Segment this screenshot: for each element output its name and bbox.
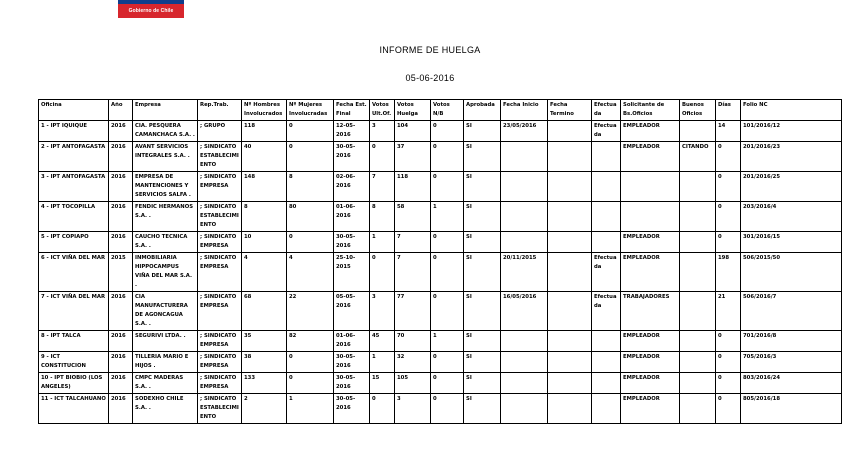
table-row	[39, 202, 842, 232]
table-cell: 201/2016/23	[741, 142, 842, 172]
table-cell: TRABAJADORES	[621, 292, 680, 331]
table-cell: 14	[716, 121, 741, 142]
table-cell: 0	[431, 292, 464, 331]
table-cell: 35	[242, 331, 287, 352]
table-cell: 0	[431, 253, 464, 292]
table-cell: 01-06-2016	[334, 202, 370, 232]
table-cell: 8	[242, 202, 287, 232]
strike-report-table	[38, 99, 842, 424]
table-cell: 2016	[109, 373, 133, 394]
table-cell: 2016	[109, 331, 133, 352]
table-cell: 0	[431, 373, 464, 394]
table-row	[39, 172, 842, 202]
table-cell: 2016	[109, 172, 133, 202]
table-cell	[501, 373, 548, 394]
table-cell	[548, 394, 592, 424]
table-cell: 25-10-2015	[334, 253, 370, 292]
table-cell: EMPLEADOR	[621, 352, 680, 373]
table-cell: CIA MANUFACTURERA DE AGONCAGUA S.A. .	[133, 292, 198, 331]
table-cell: 16/05/2016	[501, 292, 548, 331]
table-cell: 2016	[109, 232, 133, 253]
table-cell: 118	[242, 121, 287, 142]
table-cell: 10	[242, 232, 287, 253]
table-cell: 0	[716, 202, 741, 232]
report-title: INFORME DE HUELGA	[379, 45, 481, 55]
table-cell: 30-05-2016	[334, 352, 370, 373]
table-cell: 4	[242, 253, 287, 292]
table-cell: ; GRUPO	[198, 121, 242, 142]
table-cell: 2015	[109, 253, 133, 292]
table-cell	[548, 121, 592, 142]
table-cell: 0	[287, 121, 334, 142]
table-cell	[621, 172, 680, 202]
table-cell: 2016	[109, 121, 133, 142]
table-cell: ; SINDICATO ESTABLECIMIENTO	[198, 394, 242, 424]
table-cell: 2016	[109, 292, 133, 331]
table-cell: 15	[370, 373, 395, 394]
table-cell	[501, 232, 548, 253]
table-cell: 0	[431, 232, 464, 253]
table-row	[39, 142, 842, 172]
table-cell: EMPLEADOR	[621, 142, 680, 172]
column-header: Días	[716, 100, 741, 121]
table-cell	[592, 142, 621, 172]
table-cell: 1 - IPT IQUIQUE	[39, 121, 109, 142]
table-cell: 38	[242, 352, 287, 373]
table-cell: SI	[464, 394, 501, 424]
column-header: Folio NC	[741, 100, 842, 121]
table-cell: 301/2016/15	[741, 232, 842, 253]
table-cell	[680, 352, 716, 373]
table-cell: 05-05-2016	[334, 292, 370, 331]
column-header: Fecha Termino	[548, 100, 592, 121]
table-cell: 3	[370, 292, 395, 331]
table-cell: 8 - IPT TALCA	[39, 331, 109, 352]
table-cell: 6 - ICT VIÑA DEL MAR	[39, 253, 109, 292]
column-header: Rep.Trab.	[198, 100, 242, 121]
table-cell: 1	[431, 202, 464, 232]
table-cell: 104	[395, 121, 431, 142]
table-cell	[592, 394, 621, 424]
table-cell: SI	[464, 292, 501, 331]
table-cell: 21	[716, 292, 741, 331]
table-cell: 0	[287, 142, 334, 172]
table-cell: Efectuada	[592, 121, 621, 142]
table-cell: 1	[370, 352, 395, 373]
table-cell: 37	[395, 142, 431, 172]
table-cell	[501, 172, 548, 202]
table-cell	[501, 202, 548, 232]
table-cell	[680, 202, 716, 232]
table-cell: EMPLEADOR	[621, 253, 680, 292]
table-cell: 133	[242, 373, 287, 394]
table-cell: ; SINDICATO EMPRESA	[198, 352, 242, 373]
table-cell	[680, 232, 716, 253]
table-cell	[548, 202, 592, 232]
table-cell: 118	[395, 172, 431, 202]
table-cell: SI	[464, 232, 501, 253]
table-cell: 0	[431, 352, 464, 373]
table-cell: 0	[431, 121, 464, 142]
table-cell: 0	[370, 253, 395, 292]
table-cell	[592, 172, 621, 202]
table-cell: 68	[242, 292, 287, 331]
table-cell: 0	[716, 331, 741, 352]
column-header: Fecha Inicio	[501, 100, 548, 121]
gobierno-logo	[118, 0, 184, 18]
table-cell: 1	[287, 394, 334, 424]
table-cell: 0	[716, 394, 741, 424]
table-cell	[548, 352, 592, 373]
table-cell: 0	[431, 172, 464, 202]
table-body	[39, 121, 842, 424]
table-cell: EMPRESA DE MANTENCIONES Y SERVICIOS SALFA .	[133, 172, 198, 202]
table-cell: 0	[370, 142, 395, 172]
table-cell: 4 - IPT TOCOPILLA	[39, 202, 109, 232]
table-cell: 101/2016/12	[741, 121, 842, 142]
table-cell: 2 - IPT ANTOFAGASTA	[39, 142, 109, 172]
table-cell: 803/2016/24	[741, 373, 842, 394]
table-cell: ; SINDICATO ESTABLECIMIENTO	[198, 202, 242, 232]
table-cell: EMPLEADOR	[621, 121, 680, 142]
table-row	[39, 292, 842, 331]
column-header: Oficina	[39, 100, 109, 121]
table-cell	[501, 352, 548, 373]
table-cell	[592, 352, 621, 373]
table-cell: 58	[395, 202, 431, 232]
table-cell: SI	[464, 253, 501, 292]
table-cell: 705/2016/3	[741, 352, 842, 373]
column-header: Fecha Est. Final	[334, 100, 370, 121]
table-cell	[680, 373, 716, 394]
table-header-row	[39, 100, 842, 121]
table-cell: 0	[431, 142, 464, 172]
table-cell: ; SINDICATO EMPRESA	[198, 292, 242, 331]
table-cell: 2	[242, 394, 287, 424]
table-cell: 701/2016/8	[741, 331, 842, 352]
table-cell: 0	[716, 232, 741, 253]
table-cell: 30-05-2016	[334, 232, 370, 253]
table-cell: 506/2016/7	[741, 292, 842, 331]
table-cell: EMPLEADOR	[621, 331, 680, 352]
table-cell: 2016	[109, 352, 133, 373]
table-row	[39, 232, 842, 253]
table-cell: 506/2015/50	[741, 253, 842, 292]
table-cell: 1	[370, 232, 395, 253]
table-cell: EMPLEADOR	[621, 394, 680, 424]
table-cell: 0	[287, 373, 334, 394]
table-cell: 2016	[109, 202, 133, 232]
table-cell: INMOBILIARIA HIPPOCAMPUS VIÑA DEL MAR S.A. .	[133, 253, 198, 292]
table-cell: 0	[431, 394, 464, 424]
table-cell: 8	[370, 202, 395, 232]
table-cell: CITANDO	[680, 142, 716, 172]
table-cell: 30-05-2016	[334, 394, 370, 424]
table-cell: 203/2016/4	[741, 202, 842, 232]
column-header: Aprobada	[464, 100, 501, 121]
table-cell: 1	[431, 331, 464, 352]
table-cell	[548, 172, 592, 202]
table-cell: SEGURIVI LTDA. .	[133, 331, 198, 352]
table-cell: 30-05-2016	[334, 373, 370, 394]
column-header: Buenos Oficios	[680, 100, 716, 121]
table-cell: TILLERIA MARIO E HIJOS .	[133, 352, 198, 373]
table-cell: FENDIC HERMANOS S.A. .	[133, 202, 198, 232]
table-cell: 10 - IPT BIOBIO (LOS ANGELES)	[39, 373, 109, 394]
table-cell: 0	[716, 172, 741, 202]
table-cell: SI	[464, 373, 501, 394]
column-header: Efectuada	[592, 100, 621, 121]
table-cell	[680, 394, 716, 424]
table-row	[39, 331, 842, 352]
table-cell: 45	[370, 331, 395, 352]
table-cell: 148	[242, 172, 287, 202]
table-cell: ; SINDICATO EMPRESA	[198, 253, 242, 292]
table-cell: 198	[716, 253, 741, 292]
table-cell	[548, 373, 592, 394]
column-header: Votos N/B	[431, 100, 464, 121]
table-cell: 0	[716, 373, 741, 394]
table-cell	[548, 142, 592, 172]
column-header: Empresa	[133, 100, 198, 121]
table-cell: 0	[716, 142, 741, 172]
table-cell: 7	[395, 232, 431, 253]
column-header: Nº Mujeres Involucradas	[287, 100, 334, 121]
table-cell: 80	[287, 202, 334, 232]
table-cell: ; SINDICATO EMPRESA	[198, 331, 242, 352]
table-cell	[548, 331, 592, 352]
table-row	[39, 352, 842, 373]
column-header: Año	[109, 100, 133, 121]
table-cell	[592, 331, 621, 352]
table-cell: EMPLEADOR	[621, 373, 680, 394]
table-cell: AVANT SERVICIOS INTEGRALES S.A. .	[133, 142, 198, 172]
table-cell: 20/11/2015	[501, 253, 548, 292]
table-cell	[501, 331, 548, 352]
table-cell: 0	[370, 394, 395, 424]
table-cell	[548, 292, 592, 331]
column-header: Nº Hombres Involucrados	[242, 100, 287, 121]
table-cell	[501, 142, 548, 172]
table-cell: SI	[464, 142, 501, 172]
table-cell: SI	[464, 352, 501, 373]
table-cell: 9 - ICT CONSTITUCION	[39, 352, 109, 373]
table-cell: SI	[464, 121, 501, 142]
table-cell: 0	[287, 232, 334, 253]
table-cell: 105	[395, 373, 431, 394]
table-cell: CMPC MADERAS S.A. .	[133, 373, 198, 394]
table-cell: 40	[242, 142, 287, 172]
table-cell	[680, 331, 716, 352]
report-date: 05-06-2016	[405, 73, 455, 83]
table-cell: 01-06-2016	[334, 331, 370, 352]
table-cell	[548, 232, 592, 253]
table-cell	[592, 373, 621, 394]
table-cell: CIA. PESQUERA CAMANCHACA S.A. .	[133, 121, 198, 142]
table-cell: 3	[370, 121, 395, 142]
table-row	[39, 394, 842, 424]
table-cell: 8	[287, 172, 334, 202]
table-cell: 805/2016/18	[741, 394, 842, 424]
table-cell: 3 - IPT ANTOFAGASTA	[39, 172, 109, 202]
table-cell	[680, 172, 716, 202]
column-header: Solicitante de Bs.Oficios	[621, 100, 680, 121]
table-cell	[501, 394, 548, 424]
table-row	[39, 373, 842, 394]
table-cell: SI	[464, 331, 501, 352]
column-header: Votos Ult.Of.	[370, 100, 395, 121]
table-cell: 77	[395, 292, 431, 331]
table-cell: 7	[395, 253, 431, 292]
table-cell	[592, 202, 621, 232]
table-cell	[680, 292, 716, 331]
table-row	[39, 121, 842, 142]
table-cell	[548, 253, 592, 292]
table-row	[39, 253, 842, 292]
table-cell: CAUCHO TECNICA S.A. .	[133, 232, 198, 253]
table-cell: 23/05/2016	[501, 121, 548, 142]
table-cell: 22	[287, 292, 334, 331]
logo-text: Gobierno de Chile	[118, 4, 184, 18]
table-cell: 32	[395, 352, 431, 373]
table-cell	[680, 253, 716, 292]
table-cell: 82	[287, 331, 334, 352]
table-cell: 70	[395, 331, 431, 352]
table-cell: 3	[395, 394, 431, 424]
table-cell: 7	[370, 172, 395, 202]
table-cell: ; SINDICATO EMPRESA	[198, 373, 242, 394]
table-cell: ; SINDICATO EMPRESA	[198, 232, 242, 253]
table-cell: SI	[464, 202, 501, 232]
table-cell: 30-05-2016	[334, 142, 370, 172]
table-cell: SODEXHO CHILE S.A. .	[133, 394, 198, 424]
table-cell: ; SINDICATO EMPRESA	[198, 172, 242, 202]
table-cell: 4	[287, 253, 334, 292]
table-cell: 11 - ICT TALCAHUANO	[39, 394, 109, 424]
column-header: Votos Huelga	[395, 100, 431, 121]
table-cell: 201/2016/25	[741, 172, 842, 202]
table-cell: 5 - IPT COPIAPO	[39, 232, 109, 253]
table-cell: 0	[287, 352, 334, 373]
table-cell: SI	[464, 172, 501, 202]
table-cell: EMPLEADOR	[621, 232, 680, 253]
table-cell: 2016	[109, 394, 133, 424]
table-cell	[592, 232, 621, 253]
table-cell: Efectuada	[592, 253, 621, 292]
table-cell: ; SINDICATO ESTABLECIMIENTO	[198, 142, 242, 172]
table-cell: 0	[716, 352, 741, 373]
table-cell	[680, 121, 716, 142]
table-cell: 02-06-2016	[334, 172, 370, 202]
table-cell: 12-05-2016	[334, 121, 370, 142]
table-cell	[621, 202, 680, 232]
table-cell: Efectuada	[592, 292, 621, 331]
table-cell: 7 - ICT VIÑA DEL MAR	[39, 292, 109, 331]
table-cell: 2016	[109, 142, 133, 172]
